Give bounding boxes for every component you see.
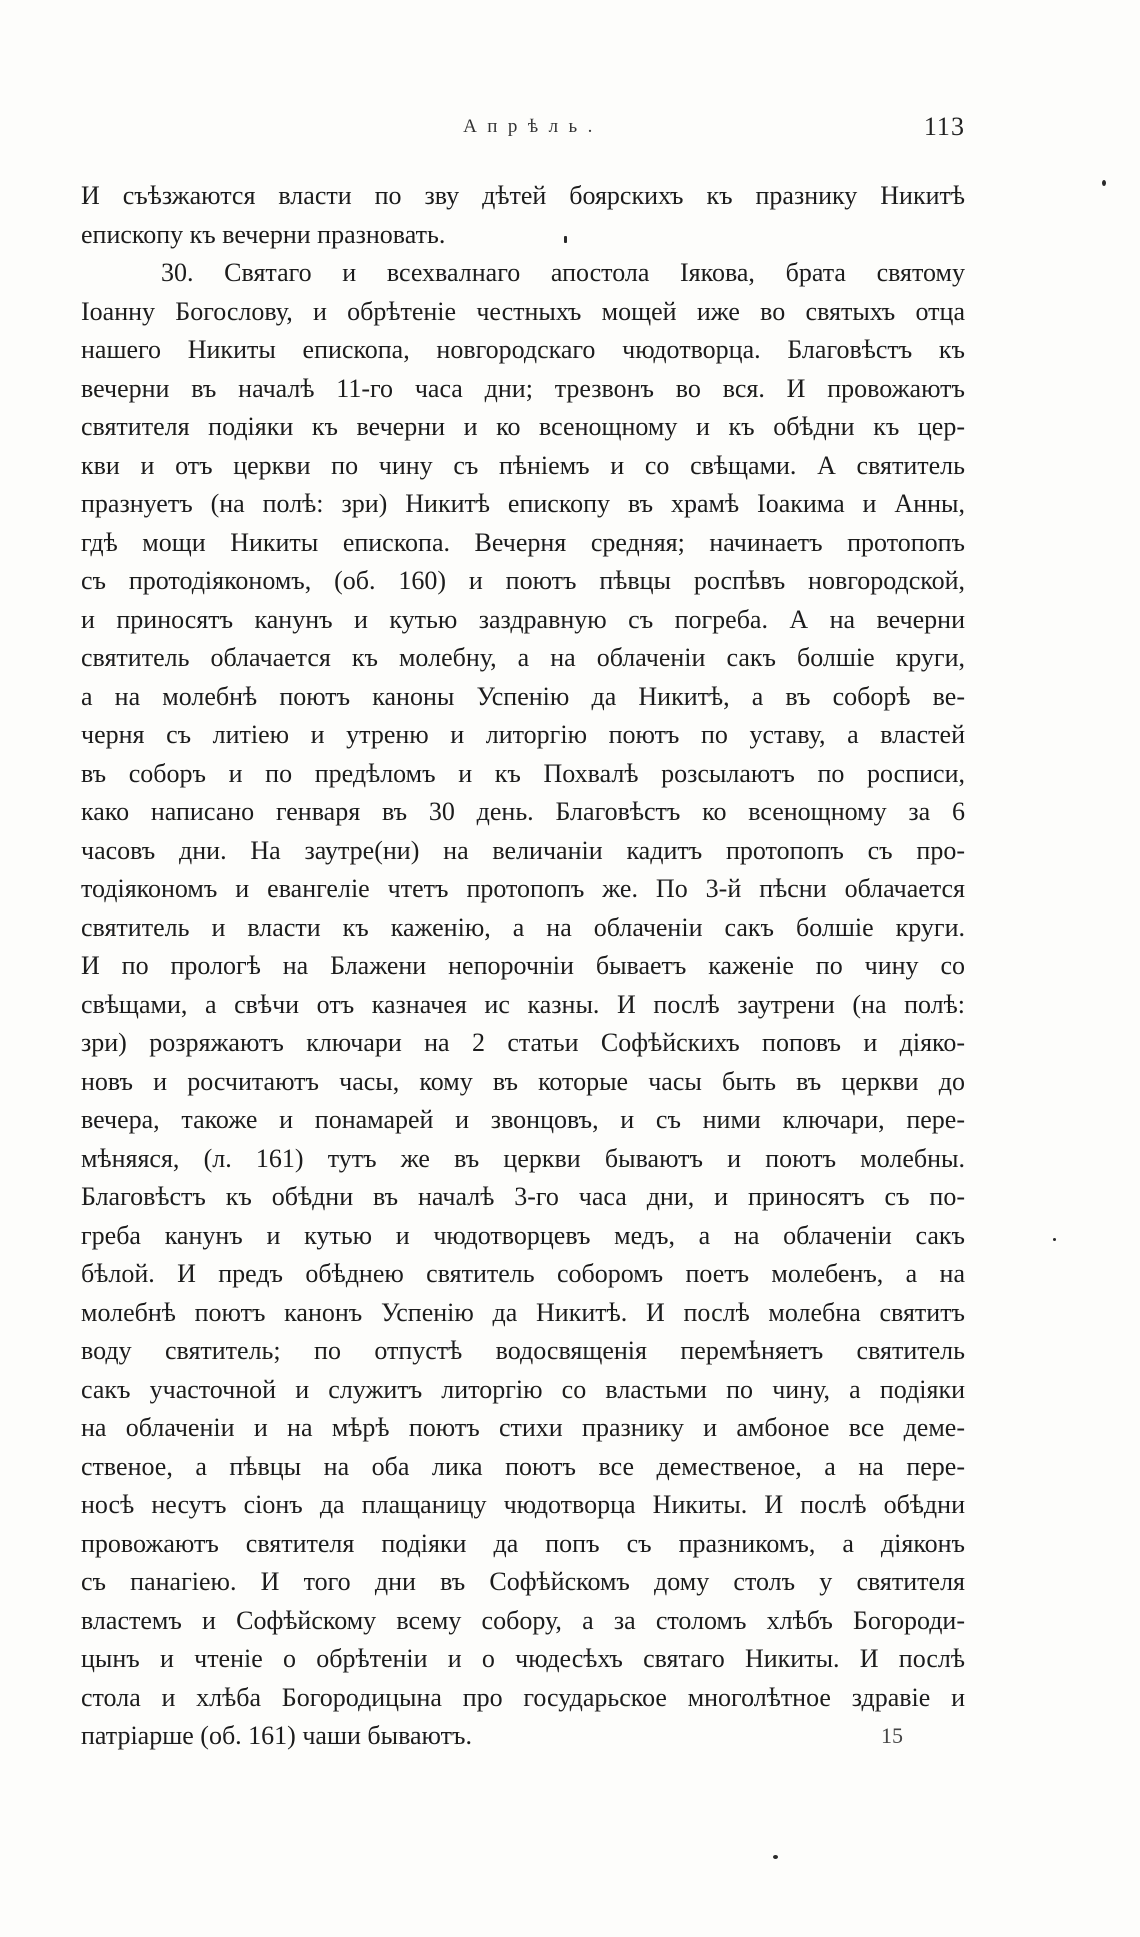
text-line: Благовѣстъ къ обѣдни въ началѣ 3-го часа дни, и приносятъ съ по- (81, 1182, 965, 1211)
text-line: новъ и росчитаютъ часы, кому въ которые часы быть въ церкви до (81, 1066, 965, 1096)
text-line: стола и хлѣба Богородицына про государьское многолѣтное здравіе и (81, 1682, 965, 1712)
text-line: вечерни въ началѣ 11-го часа дни; трезвонъ во вся. И провожаютъ (81, 373, 965, 403)
text-line: епископу къ вечерни празновать. (81, 219, 446, 249)
text-line: воду святитель; по отпустѣ водосвященія перемѣняетъ святитель (81, 1336, 965, 1365)
text-line: свѣщами, а свѣчи отъ казначея ис казны. И послѣ заутрени (на полѣ: (81, 989, 965, 1019)
text-line: и приносятъ канунъ и кутью заздравную съ погреба. А на вечерни (81, 604, 965, 634)
text-line: Іоанну Богослову, и обрѣтеніе честныхъ мощей иже во святыхъ отца (81, 296, 965, 326)
text-line: сакъ участочной и служитъ литоргію со властьми по чину, а подіяки (81, 1374, 965, 1404)
running-title: Апрѣль. (463, 116, 603, 137)
text-line: патріарше (об. 161) чаши бываютъ. (81, 1721, 472, 1750)
text-line: вечера, такоже и понамарей и звонцовъ, и съ ними ключари, пере- (81, 1105, 965, 1134)
text-line: мѣняяся, (л. 161) тутъ же въ церкви бываютъ и поютъ молебны. (81, 1143, 965, 1173)
text-line: съ протодіякономъ, (об. 160) и поютъ пѣвцы роспѣвъ новгородской, (81, 566, 965, 595)
text-line: молебнѣ поютъ канонъ Успенію да Никитѣ. И послѣ молебна святитъ (81, 1297, 965, 1327)
scan-speck (1102, 180, 1106, 186)
text-line: властемъ и Софѣйскому всему собору, а за столомъ хлѣбъ Богороди- (81, 1605, 965, 1635)
text-line: И съѣзжаются власти по зву дѣтей боярскихъ къ празнику Никитѣ (81, 181, 965, 210)
text-line: черня съ литіею и утреню и литоргію поютъ по уставу, а властей (81, 720, 965, 749)
signature-mark: 15 (881, 1723, 903, 1748)
page-body (81, 177, 965, 1756)
text-line: кви и отъ церкви по чину съ пѣніемъ и со свѣщами. А святитель (81, 450, 965, 480)
text-line: святитель и власти къ каженію, а на облаченіи сакъ болшіе круги. (81, 912, 965, 942)
scan-speck (773, 1855, 778, 1859)
text-line: цынъ и чтеніе о обрѣтеніи и о чюдесѣхъ святаго Никиты. И послѣ (81, 1644, 965, 1673)
text-line: провожаютъ святителя подіяки да попъ съ празникомъ, а діяконъ (81, 1528, 965, 1558)
text-line: часовъ дни. На заутре(ни) на величаніи кадитъ протопопъ съ про- (81, 835, 965, 865)
text-line: 30. Святаго и всехвалнаго апостола Іякова, брата святому (161, 258, 965, 287)
text-line: зри) розряжаютъ ключари на 2 статьи Софѣйскихъ поповъ и діяко- (81, 1028, 965, 1057)
scan-speck (564, 236, 567, 243)
text-line: ственое, а пѣвцы на оба лика поютъ все демественое, а на пере- (81, 1451, 965, 1481)
text-line: въ соборъ и по предѣломъ и къ Похвалѣ розсылаютъ по росписи, (81, 758, 965, 788)
text-line: съ панагіею. И того дни въ Софѣйскомъ дому столъ у святителя (81, 1567, 965, 1596)
page-header (81, 110, 965, 144)
text-line: И по прологѣ на Блажени непорочніи бываетъ каженіе по чину со (81, 951, 965, 980)
text-line: бѣлой. И предъ обѣднею святитель соборомъ поетъ молебенъ, а на (81, 1259, 965, 1288)
text-line: святитель облачается къ молебну, а на облаченіи сакъ болшіе круги, (81, 643, 965, 672)
text-line-final (81, 1717, 965, 1756)
text-line: носѣ несутъ сіонъ да плащаницу чюдотворца Никиты. И послѣ обѣдни (81, 1490, 965, 1519)
text-line: греба канунъ и кутью и чюдотворцевъ медъ, а на облаченіи сакъ (81, 1220, 965, 1250)
text-line: а на молебнѣ поютъ каноны Успенію да Никитѣ, а въ соборѣ ве- (81, 681, 965, 711)
scan-speck (1053, 1238, 1056, 1241)
text-line: тодіякономъ и евангеліе чтетъ протопопъ же. По 3-й пѣсни облачается (81, 874, 965, 903)
text-line: святителя подіяки къ вечерни и ко всенощному и къ обѣдни къ цер- (81, 412, 965, 441)
text-line: нашего Никиты епископа, новгородскаго чюдотворца. Благовѣстъ къ (81, 335, 965, 364)
text-line: на облаченіи и на мѣрѣ поютъ стихи празнику и амбоное все деме- (81, 1413, 965, 1442)
text-line: гдѣ мощи Никиты епископа. Вечерня средняя; начинаетъ протопопъ (81, 527, 965, 557)
text-line: како написано генваря въ 30 день. Благовѣстъ ко всенощному за 6 (81, 797, 965, 826)
page-number: 113 (923, 112, 965, 141)
text-line: празнуетъ (на полѣ: зри) Никитѣ епископу въ храмѣ Іоакима и Анны, (81, 489, 965, 518)
